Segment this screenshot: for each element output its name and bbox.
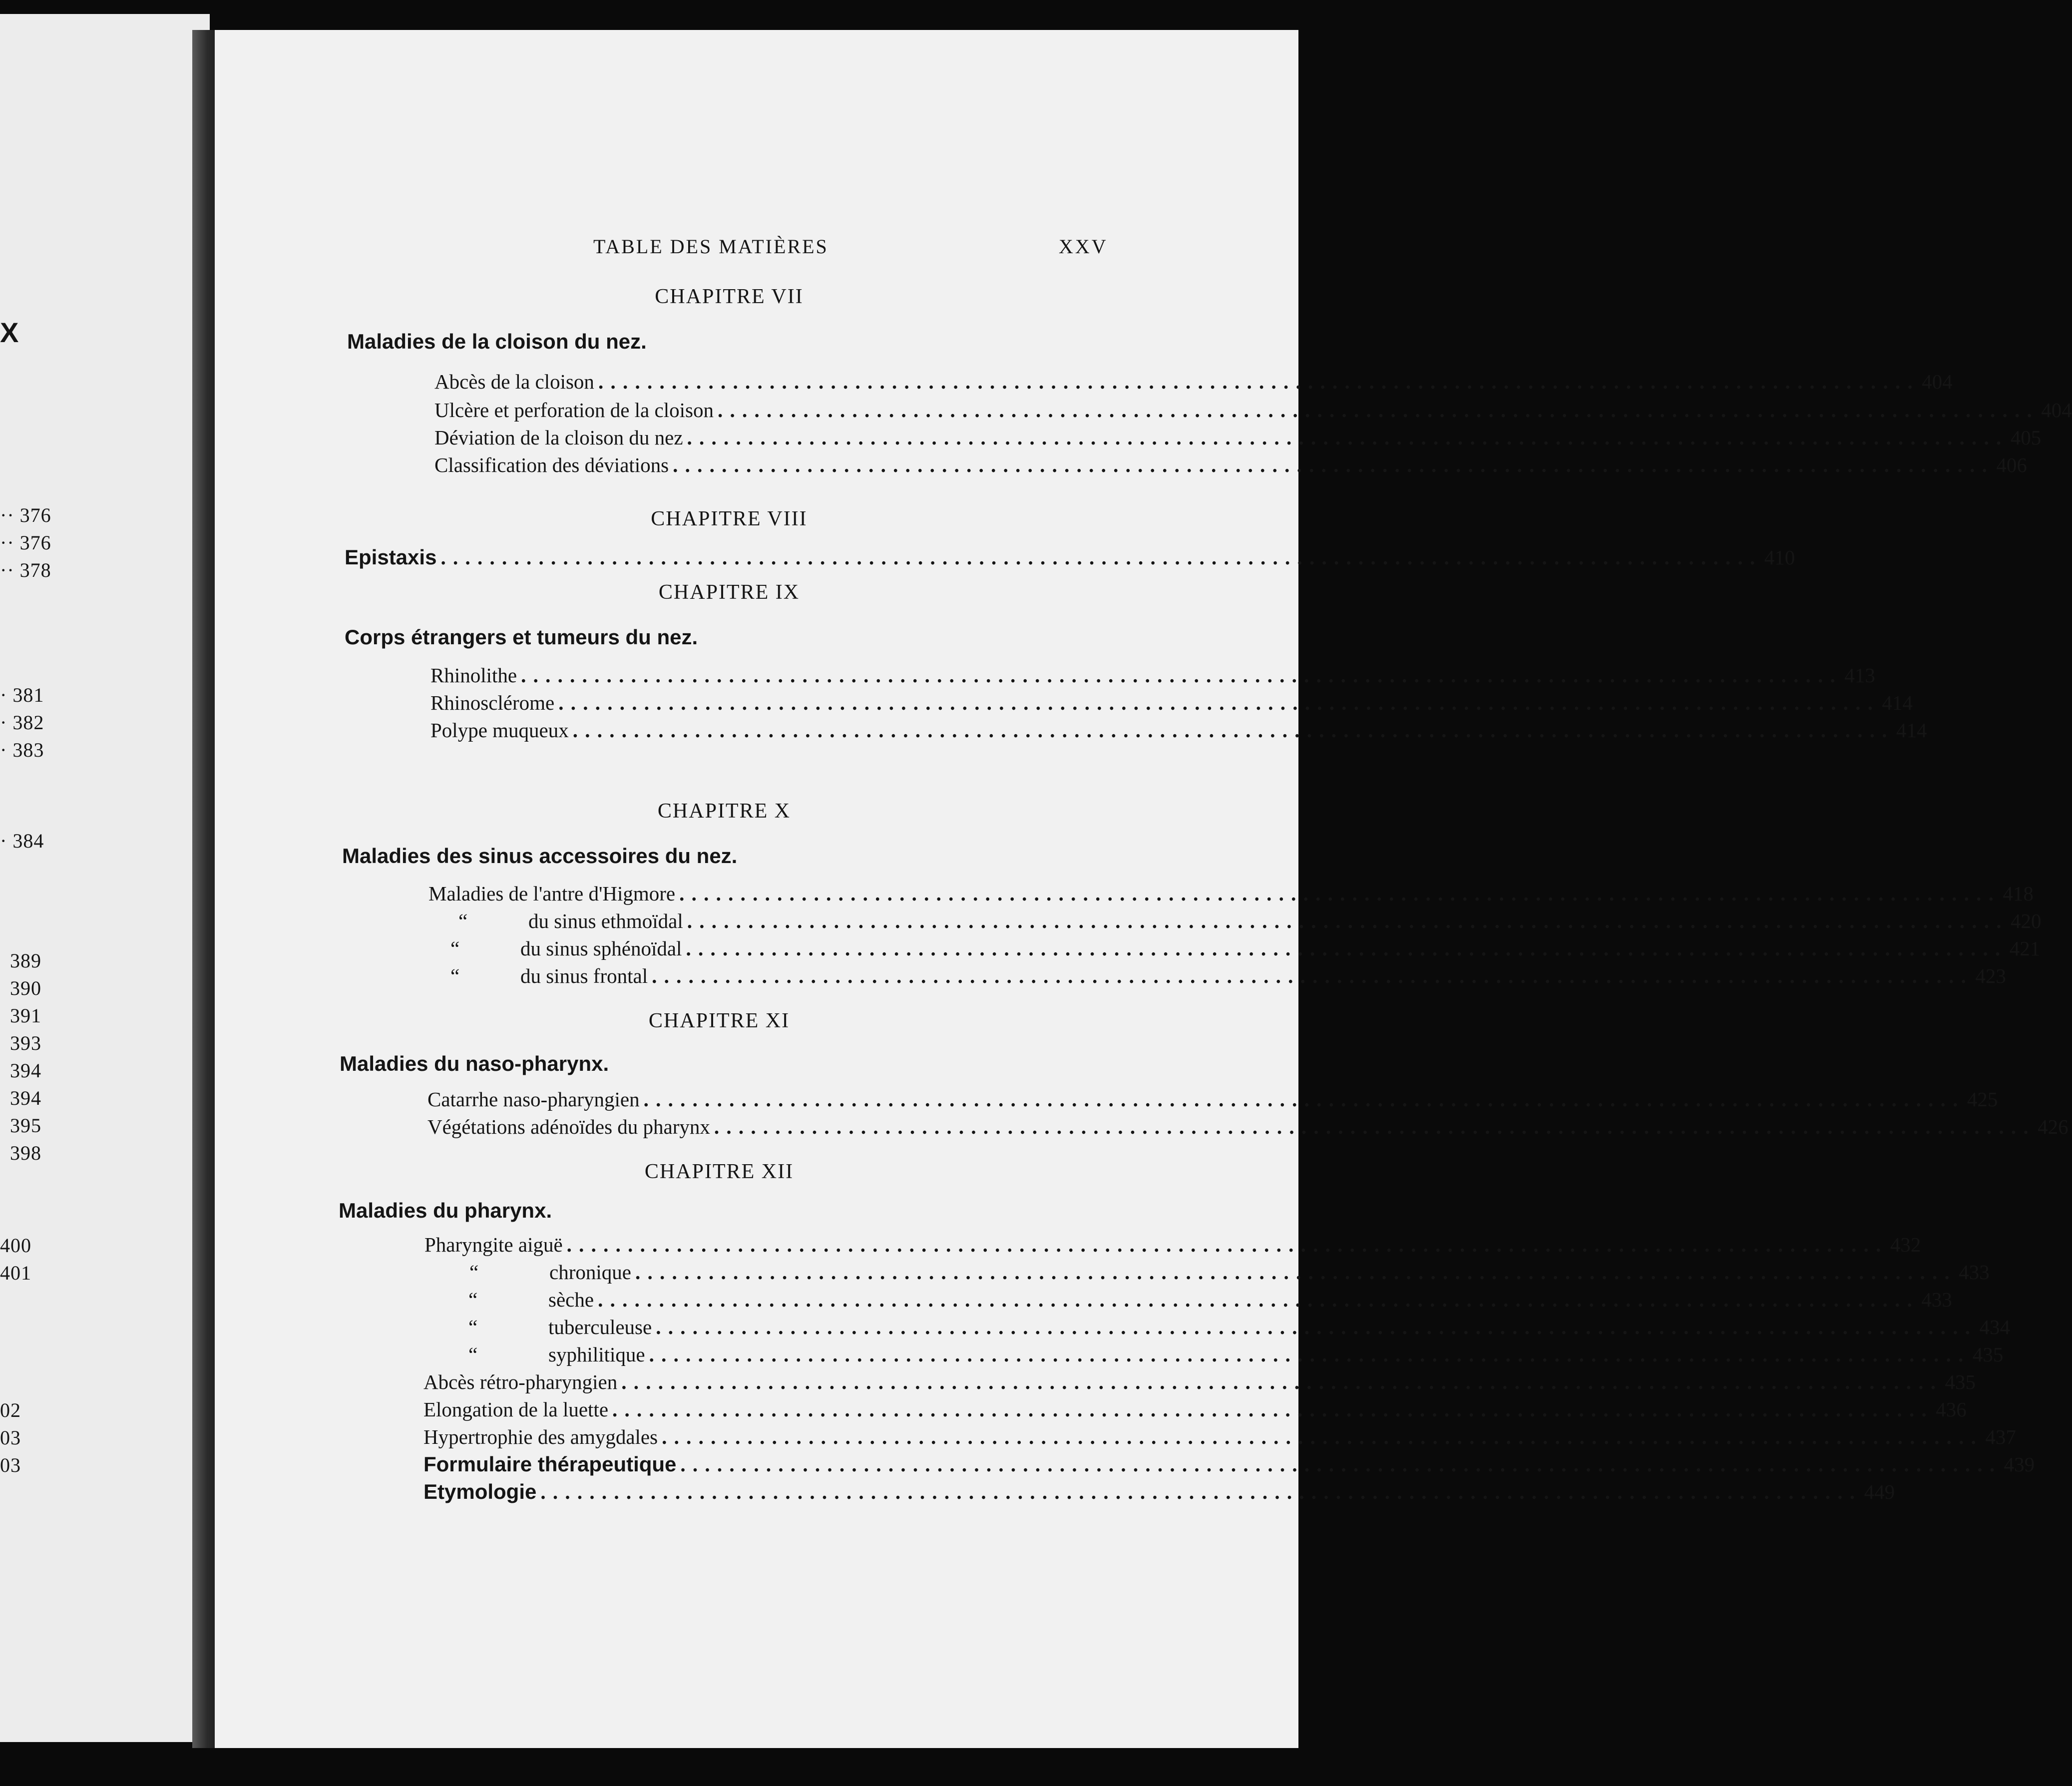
dot-leader bbox=[718, 398, 2033, 421]
toc-entry: “ sèche . . . 433 bbox=[548, 1288, 1321, 1312]
section-title: Maladies du naso-pharynx. bbox=[340, 1052, 609, 1075]
chapter-heading: CHAPITRE VII bbox=[655, 285, 804, 308]
left-page-number: 02 bbox=[0, 1399, 21, 1421]
dot-leader bbox=[649, 1342, 1965, 1365]
section-title: Maladies des sinus accessoires du nez. bbox=[342, 844, 738, 868]
chapter-heading: CHAPITRE XI bbox=[648, 1009, 790, 1032]
left-page-number: ·· 376 bbox=[0, 531, 51, 554]
toc-entry-page: 418 bbox=[2003, 882, 2034, 905]
toc-entry bbox=[423, 1370, 1976, 1394]
toc-entry-page: 404 bbox=[1922, 370, 1953, 393]
toc-entry-label: Classification des déviations bbox=[434, 453, 669, 476]
toc-entry-page: 432 bbox=[1890, 1233, 1921, 1256]
toc-entry: “ tuberculeuse . . . 434 bbox=[548, 1315, 1321, 1339]
toc-entry-page: 406 bbox=[1996, 453, 2027, 476]
left-page-number: 389 bbox=[10, 949, 41, 972]
toc-entry-page: 404 bbox=[2041, 399, 2072, 422]
left-page bbox=[0, 14, 210, 1742]
dot-leader bbox=[573, 718, 1888, 741]
left-page-number: 03 bbox=[0, 1454, 21, 1476]
toc-entry bbox=[423, 1425, 2016, 1449]
toc-entry-label: Formulaire thérapeutique bbox=[423, 1452, 677, 1476]
toc-entry bbox=[424, 1233, 1921, 1257]
toc-entry-label: Pharyngite aiguë bbox=[424, 1233, 563, 1256]
left-page-number: · 384 bbox=[0, 830, 44, 852]
toc-entry-page: 437 bbox=[1985, 1425, 2016, 1448]
dot-leader bbox=[656, 1315, 1971, 1338]
dot-leader bbox=[652, 964, 1967, 986]
toc-entry bbox=[434, 398, 2072, 422]
toc-entry bbox=[427, 1087, 1998, 1111]
dot-leader bbox=[612, 1397, 1928, 1420]
toc-entry-page: 433 bbox=[1921, 1288, 1952, 1311]
dot-leader bbox=[567, 1233, 1882, 1255]
left-page-number: 391 bbox=[10, 1004, 41, 1027]
toc-entry: “ du sinus sphénoïdal . . . 421 bbox=[520, 936, 1325, 960]
toc-entry-page: 405 bbox=[2010, 426, 2042, 449]
dot-leader bbox=[558, 691, 1874, 713]
toc-entry-page: 435 bbox=[1972, 1343, 2004, 1366]
chapter-heading: CHAPITRE IX bbox=[658, 581, 800, 604]
toc-entry-page: 420 bbox=[2011, 909, 2042, 932]
left-page-number: · 383 bbox=[0, 739, 44, 761]
toc-entry-label: Rhinolithe bbox=[430, 664, 517, 687]
toc-entry-label: Maladies de l'antre d'Higmore bbox=[428, 882, 676, 905]
dot-leader bbox=[680, 1452, 1996, 1475]
toc-entry: “ syphilitique . . . 435 bbox=[548, 1342, 1321, 1366]
toc-entry bbox=[430, 663, 1875, 687]
chapter-heading: CHAPITRE X bbox=[657, 800, 791, 823]
dot-leader bbox=[521, 663, 1836, 686]
toc-entry-page: 414 bbox=[1896, 719, 1927, 742]
left-page-header-fragment: X bbox=[0, 317, 19, 348]
dot-leader bbox=[621, 1370, 1937, 1392]
dot-leader bbox=[440, 545, 1756, 568]
dot-leader bbox=[686, 936, 2001, 959]
toc-entry bbox=[423, 1480, 1895, 1504]
chapter-heading: CHAPITRE VIII bbox=[651, 507, 808, 530]
section-title: Maladies du pharynx. bbox=[339, 1199, 552, 1222]
toc-entry-label: tuberculeuse bbox=[548, 1316, 652, 1339]
toc-entry bbox=[423, 1397, 1967, 1421]
toc-entry-label: Elongation de la luette bbox=[423, 1398, 609, 1421]
left-page-number: 390 bbox=[10, 977, 41, 999]
left-page-number: 400 bbox=[0, 1234, 31, 1257]
toc-entry-label: Ulcère et perforation de la cloison bbox=[434, 399, 714, 422]
toc-entry-label: sèche bbox=[548, 1288, 594, 1311]
left-page-number: 394 bbox=[10, 1059, 41, 1082]
toc-entry bbox=[430, 691, 1913, 715]
toc-entry-label: Epistaxis bbox=[345, 545, 437, 569]
toc-entry-label: Etymologie bbox=[423, 1480, 537, 1503]
dot-leader bbox=[662, 1425, 1977, 1447]
toc-entry-label: Polype muqueux bbox=[430, 719, 569, 742]
toc-entry: “ du sinus frontal . . . 423 bbox=[520, 964, 1325, 988]
toc-entry bbox=[434, 370, 1953, 394]
left-page-number: 395 bbox=[10, 1114, 41, 1137]
dot-leader bbox=[687, 426, 2003, 448]
toc-entry-label: du sinus sphénoïdal bbox=[520, 937, 682, 960]
toc-entry-label: Déviation de la cloison du nez bbox=[434, 426, 683, 449]
dot-leader bbox=[679, 882, 1995, 904]
toc-entry-label: Abcès rétro-pharyngien bbox=[423, 1370, 618, 1393]
toc-entry-page: 433 bbox=[1959, 1261, 1990, 1284]
left-page-number: ·· 376 bbox=[0, 504, 51, 526]
dot-leader bbox=[598, 1288, 1913, 1310]
left-page-number: ·· 378 bbox=[0, 559, 51, 581]
toc-entry-label: Hypertrophie des amygdales bbox=[423, 1425, 658, 1448]
left-page-number: 394 bbox=[10, 1087, 41, 1109]
toc-entry-page: 421 bbox=[2009, 937, 2041, 960]
left-page-number: 393 bbox=[10, 1032, 41, 1054]
dot-leader bbox=[687, 909, 2003, 931]
toc-entry-page: 413 bbox=[1844, 664, 1875, 687]
left-page-number: 401 bbox=[0, 1262, 31, 1284]
toc-entry: “ du sinus ethmoïdal . . . 420 bbox=[528, 909, 1325, 933]
dot-leader bbox=[673, 453, 1988, 475]
toc-entry-page: 439 bbox=[2004, 1453, 2035, 1476]
toc-entry bbox=[434, 426, 2042, 449]
toc-entry-label: syphilitique bbox=[548, 1343, 645, 1366]
dot-leader bbox=[598, 370, 1914, 392]
toc-entry-label: du sinus frontal bbox=[520, 964, 648, 987]
section-title: Corps étrangers et tumeurs du nez. bbox=[345, 625, 698, 649]
toc-entry-page: 434 bbox=[1979, 1316, 2010, 1339]
dot-leader bbox=[540, 1480, 1856, 1502]
left-page-number: · 381 bbox=[0, 684, 44, 706]
toc-entry: “ chronique . . . 433 bbox=[549, 1260, 1321, 1284]
dot-leader bbox=[714, 1115, 2030, 1137]
toc-entry-label: Abcès de la cloison bbox=[434, 370, 594, 393]
dot-leader bbox=[644, 1087, 1959, 1110]
toc-entry-page: 436 bbox=[1936, 1398, 1967, 1421]
toc-entry-label: chronique bbox=[549, 1261, 631, 1284]
right-page bbox=[215, 30, 2072, 1748]
toc-entry-page: 435 bbox=[1945, 1370, 1976, 1393]
toc-entry-page: 410 bbox=[1764, 546, 1795, 569]
toc-entry-page: 414 bbox=[1882, 691, 1913, 714]
chapter-heading: CHAPITRE XII bbox=[644, 1160, 794, 1183]
toc-entry bbox=[427, 1115, 2069, 1139]
page-folio: XXV bbox=[1059, 235, 1108, 258]
left-page-number: · 382 bbox=[0, 711, 44, 734]
toc-entry-label: Catarrhe naso-pharyngien bbox=[427, 1088, 640, 1111]
toc-entry-page: 426 bbox=[2038, 1115, 2069, 1138]
toc-entry-page: 423 bbox=[1975, 964, 2006, 987]
section-title: Maladies de la cloison du nez. bbox=[347, 330, 647, 353]
toc-entry bbox=[430, 718, 1927, 742]
dot-leader bbox=[635, 1260, 1951, 1283]
left-page-number: 03 bbox=[0, 1426, 21, 1449]
toc-entry bbox=[423, 1452, 2035, 1476]
toc-entry bbox=[428, 882, 2034, 905]
toc-entry-label: Végétations adénoïdes du pharynx bbox=[427, 1115, 710, 1138]
toc-entry bbox=[434, 453, 2027, 477]
left-page-number: 398 bbox=[10, 1142, 41, 1164]
running-head: TABLE DES MATIÈRES bbox=[593, 235, 829, 258]
toc-entry-page: 425 bbox=[1967, 1088, 1998, 1111]
toc-entry-page: 449 bbox=[1864, 1480, 1895, 1503]
toc-entry bbox=[345, 545, 1795, 569]
toc-entry-label: du sinus ethmoïdal bbox=[528, 909, 683, 932]
toc-entry-label: Rhinosclérome bbox=[430, 691, 555, 714]
